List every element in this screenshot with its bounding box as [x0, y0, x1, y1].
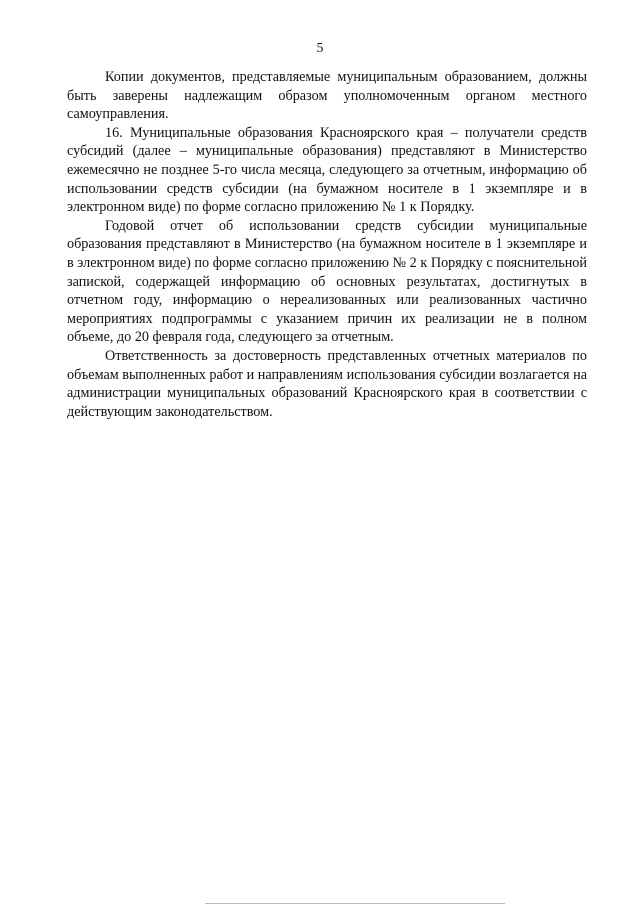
document-body [67, 68, 587, 421]
paragraph-document-copies: Копии документов, представляемые муниципальным образованием, должны быть заверены надлежащим образом уполномоченным органом местного самоуправления. [67, 69, 587, 123]
paragraph-responsibility: Ответственность за достоверность представленных отчетных материалов по объемам выполненных работ и направлениям использования субсидии возлагается на администрации муниципальных образований Красноярского края в соответствии с действующим законодательством. [67, 347, 587, 420]
paragraph-annual-report: Годовой отчет об использовании средств субсидии муниципальные образования представляют в Министерство (на бумажном носителе в 1 экземпляре и в электронном виде) по форме согласно приложению № 2 к Порядку с пояснительной запиской, содержащей информацию об основных результатах, достигнутых в отчетном году, информацию о нереализованных или реализованных частично мероприятиях подпрограммы с указанием причин их реализации не в полном объеме, до 20 февраля года, следующего за отчетным. [67, 217, 587, 346]
footer-divider [205, 903, 505, 904]
paragraph-monthly-report: 16. Муниципальные образования Красноярского края – получатели средств субсидий (далее – муниципальные образования) представляют в Министерство ежемесячно не позднее 5-го числа месяца, следующего за отчетным, информацию об использовании средств субсидии (на бумажном носителе в 1 экземпляре и в электронном виде) по форме согласно приложению № 1 к Порядку. [67, 124, 587, 216]
page-number: 5 [316, 40, 324, 55]
